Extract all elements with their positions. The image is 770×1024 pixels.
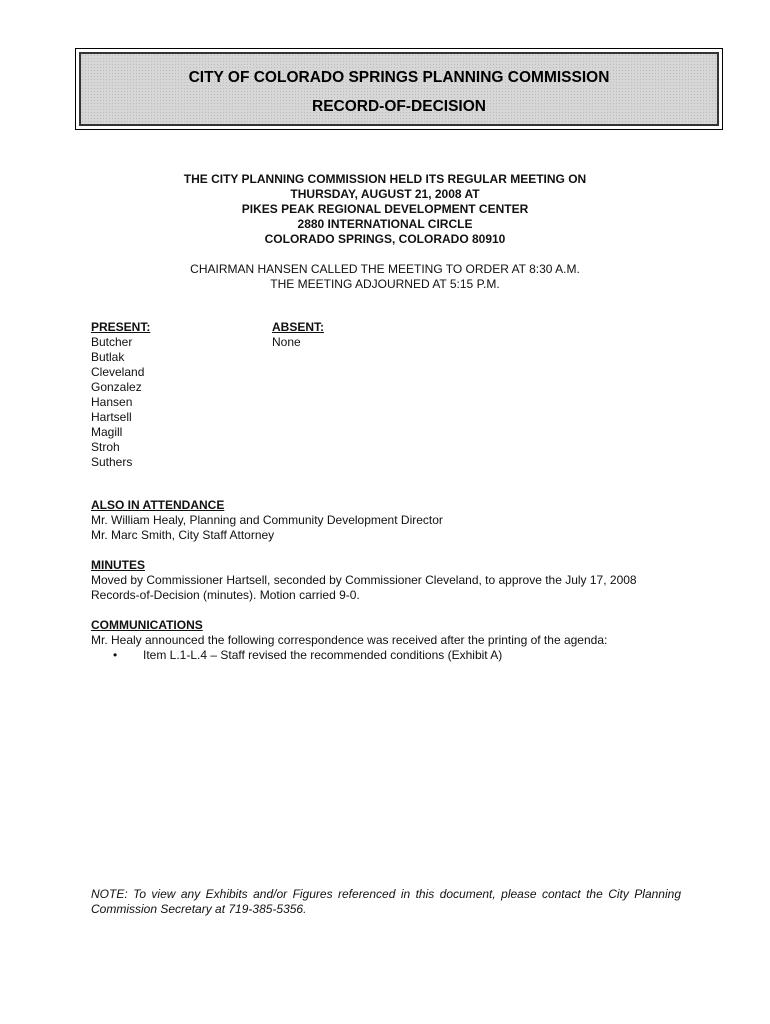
meeting-line: THURSDAY, AUGUST 21, 2008 AT [290,187,480,201]
absent-heading: ABSENT: [272,320,325,334]
absent-member: None [272,335,301,349]
document-subtitle: RECORD-OF-DECISION [312,98,486,115]
communication-item: Item L.1-L.4 – Staff revised the recommended conditions (Exhibit A) [143,648,503,662]
present-member: Suthers [91,455,133,469]
bullet-icon: • [113,648,118,662]
header-banner [79,52,719,126]
meeting-details [85,172,685,247]
meeting-times [85,262,685,292]
meeting-line: COLORADO SPRINGS, COLORADO 80910 [264,232,506,246]
minutes-text-line: Moved by Commissioner Hartsell, seconded by Commissioner Cleveland, to approve the July 17, 2008 [91,573,637,587]
attendee: Mr. Marc Smith, City Staff Attorney [91,528,275,542]
communications-intro: Mr. Healy announced the following correspondence was received after the printing of the agenda: [91,633,608,647]
absent-list [272,320,324,350]
present-member: Magill [91,425,123,439]
meeting-line: PIKES PEAK REGIONAL DEVELOPMENT CENTER [241,202,529,216]
attendance-section [91,498,691,543]
attendance-heading: ALSO IN ATTENDANCE [91,498,225,512]
minutes-heading: MINUTES [91,558,145,572]
present-heading: PRESENT: [91,320,151,334]
meeting-line: 2880 INTERNATIONAL CIRCLE [297,217,473,231]
attendee: Mr. William Healy, Planning and Community Development Director [91,513,443,527]
communications-heading: COMMUNICATIONS [91,618,203,632]
present-member: Stroh [91,440,120,454]
present-member: Butcher [91,335,133,349]
called-to-order-text: CHAIRMAN HANSEN CALLED THE MEETING TO ORDER AT 8:30 A.M. [190,262,580,276]
present-member: Hansen [91,395,133,409]
present-member: Gonzalez [91,380,142,394]
communications-section [91,618,691,663]
present-list [91,320,150,470]
document-title: CITY OF COLORADO SPRINGS PLANNING COMMISSION [188,69,610,86]
note-text: NOTE: To view any Exhibits and/or Figures referenced in this document, please contact the City Planning Commission Secretary at 719-385-5356. [91,887,681,916]
present-member: Cleveland [91,365,145,379]
document-header [75,48,723,130]
adjourned-text: THE MEETING ADJOURNED AT 5:15 P.M. [270,277,500,291]
minutes-text-line: Records-of-Decision (minutes). Motion carried 9-0. [91,588,360,602]
present-member: Hartsell [91,410,132,424]
minutes-section [91,558,691,603]
present-member: Butlak [91,350,125,364]
meeting-line: THE CITY PLANNING COMMISSION HELD ITS REGULAR MEETING ON [183,172,587,186]
list-item [91,648,691,663]
